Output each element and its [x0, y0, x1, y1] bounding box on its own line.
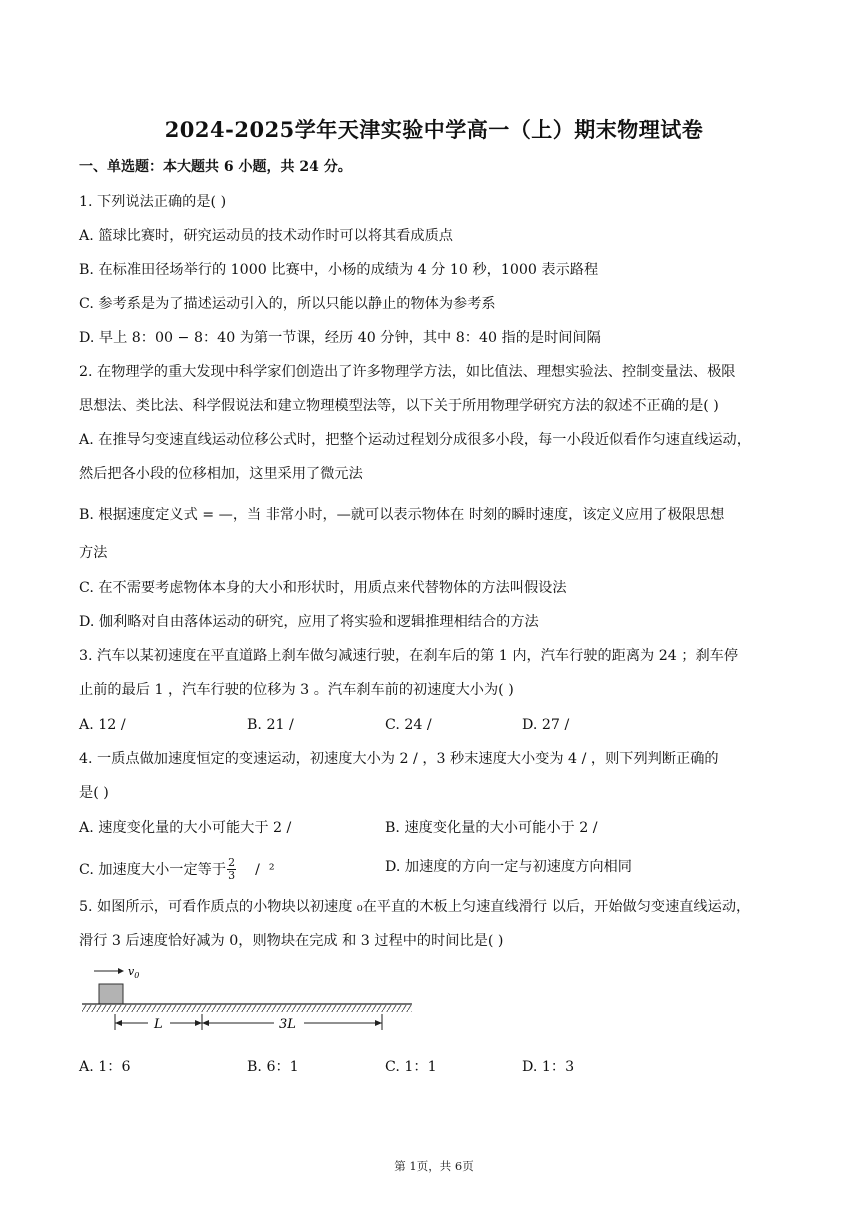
- q1-option-a: A. 篮球比赛时，研究运动员的技术动作时可以将其看成质点: [79, 228, 453, 244]
- q5-option-a: A. 1：6: [79, 1059, 131, 1075]
- dimension-l-label: L: [154, 1017, 163, 1032]
- q2-option-d: D. 伽利略对自由落体运动的研究，应用了将实验和逻辑推理相结合的方法: [79, 614, 539, 630]
- q4-option-b: B. 速度变化量的大小可能小于 2 /: [385, 820, 598, 836]
- block-on-board-figure: [78, 962, 418, 1040]
- q4-option-d: D. 加速度的方向一定与初速度方向相同: [385, 859, 632, 875]
- q2-option-a-line2: 然后把各小段的位移相加，这里采用了微元法: [79, 466, 363, 482]
- q1-option-b: B. 在标准田径场举行的 1000 比赛中，小杨的成绩为 4 分 10 秒，1000 表示路程: [79, 262, 599, 278]
- q3-option-c: C. 24 /: [385, 717, 432, 733]
- block: [99, 984, 123, 1004]
- q4-stem-line2: 是( ): [79, 785, 109, 801]
- dimension-3l-label: 3L: [279, 1017, 296, 1032]
- q2-stem-line1: 2. 在物理学的重大发现中科学家们创造出了许多物理学方法，如比值法、理想实验法、控制变量法、极限: [79, 364, 736, 380]
- q4-option-c: [79, 857, 275, 882]
- q3-stem-line1: 3. 汽车以某初速度在平直道路上刹车做匀减速行驶，在刹车后的第 1 内，汽车行驶的距离为 24 ；刹车停: [79, 648, 739, 664]
- q2-option-b-line2: 方法: [79, 545, 108, 561]
- q1-stem: 1. 下列说法正确的是( ): [79, 194, 227, 210]
- q3-option-b: B. 21 /: [247, 717, 294, 733]
- q3-stem-line2: 止前的最后 1 ，汽车行驶的位移为 3 。汽车刹车前的初速度大小为( ): [79, 682, 514, 698]
- q2-option-a-line1: A. 在推导匀变速直线运动位移公式时，把整个运动过程划分成很多小段，每一小段近似看作匀速直线运动，: [79, 432, 751, 448]
- q4-option-c-text: C. 加速度大小一定等于: [79, 861, 227, 878]
- velocity-arrowhead: [118, 968, 124, 974]
- q5-option-b: B. 6：1: [247, 1059, 299, 1075]
- q4-stem-line1: 4. 一质点做加速度恒定的变速运动，初速度大小为 2 / ，3 秒末速度大小变为 4 / ，则下列判断正确的: [79, 751, 719, 767]
- page-footer: 第 1页，共 6页: [394, 1159, 474, 1173]
- fraction-denominator: 3: [228, 869, 236, 882]
- fraction: [227, 857, 236, 882]
- v0-label: $v_0$: [128, 965, 140, 980]
- q4-option-a: A. 速度变化量的大小可能大于 2 /: [79, 820, 292, 836]
- q2-option-c: C. 在不需要考虑物体本身的大小和形状时，用质点来代替物体的方法叫假设法: [79, 580, 567, 596]
- q2-option-b-line1: B. 根据速度定义式 = —，当 非常小时，—就可以表示物体在 时刻的瞬时速度，该定义应用了极限思想: [79, 507, 725, 523]
- q2-stem-line2: 思想法、类比法、科学假说法和建立物理模型法等，以下关于所用物理学研究方法的叙述不正确的是( ): [79, 398, 719, 414]
- fraction-numerator: 2: [228, 856, 236, 869]
- q5-stem-line2: 滑行 3 后速度恰好减为 0，则物块在完成 和 3 过程中的时间比是( ): [79, 933, 504, 949]
- page-title: 2024-2025学年天津实验中学高一（上）期末物理试卷: [164, 117, 704, 142]
- q5-option-c: C. 1：1: [385, 1059, 437, 1075]
- q1-option-c: C. 参考系是为了描述运动引入的，所以只能以静止的物体为参考系: [79, 296, 496, 312]
- q3-option-a: A. 12 /: [79, 717, 126, 733]
- q5-stem-line1: 5. 如图所示，可看作质点的小物块以初速度 ₀在平直的木板上匀速直线滑行 以后，开始做匀变速直线运动，: [79, 899, 751, 915]
- q1-option-d: D. 早上 8：00 − 8：40 为第一节课，经历 40 分钟，其中 8：40 指的是时间间隔: [79, 330, 601, 346]
- section-heading: 一、单选题：本大题共 6 小题，共 24 分。: [79, 159, 352, 175]
- q4-option-c-unit: / ²: [237, 861, 275, 878]
- board-hatching: [82, 1005, 412, 1012]
- q3-option-d: D. 27 /: [522, 717, 570, 733]
- q5-option-d: D. 1：3: [522, 1059, 575, 1075]
